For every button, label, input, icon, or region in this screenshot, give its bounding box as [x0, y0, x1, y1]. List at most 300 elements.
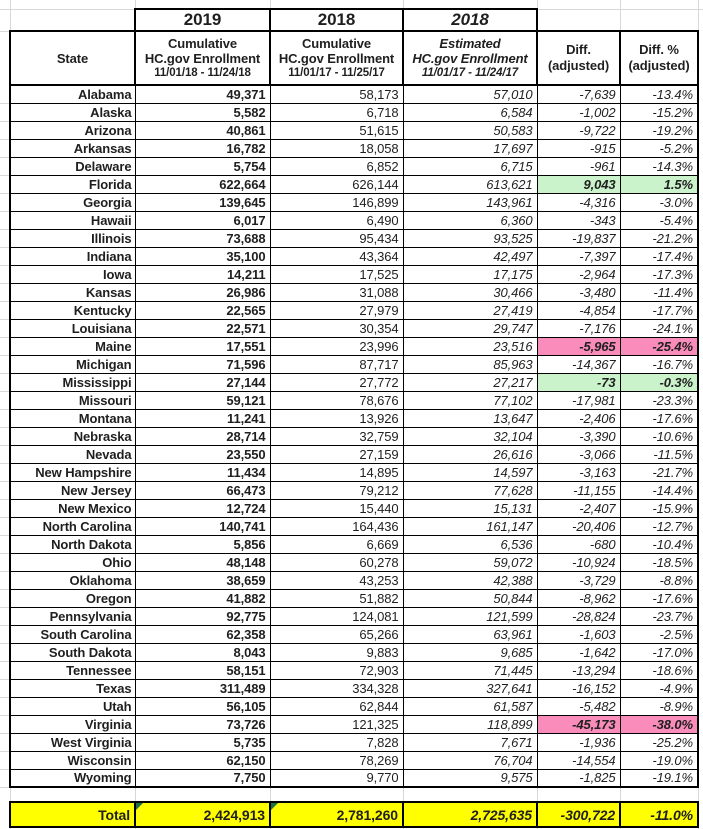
diff-cell[interactable]: -1,825 [537, 769, 620, 787]
state-cell[interactable]: Michigan [10, 355, 135, 373]
enrollment-2018-cell[interactable]: 32,759 [270, 427, 403, 445]
number-stored-as-text-flag-icon [136, 803, 143, 810]
state-cell[interactable]: Illinois [10, 229, 135, 247]
diff-cell[interactable]: -1,936 [537, 733, 620, 751]
state-cell[interactable]: Mississippi [10, 373, 135, 391]
column-header-diff-pct[interactable] [620, 31, 698, 85]
total-2019-cell[interactable] [135, 802, 270, 827]
enrollment-2019-cell[interactable]: 71,596 [135, 355, 270, 373]
state-cell[interactable]: Louisiana [10, 319, 135, 337]
sheet-cell-blank [698, 9, 703, 31]
enrollment-2019-cell[interactable]: 41,882 [135, 589, 270, 607]
table-row [0, 211, 703, 229]
diff-cell[interactable]: -7,176 [537, 319, 620, 337]
estimated-2018-cell[interactable]: 9,575 [403, 769, 537, 787]
estimated-2018-cell[interactable]: 15,131 [403, 499, 537, 517]
enrollment-2019-cell[interactable]: 48,148 [135, 553, 270, 571]
sheet-cell-blank [135, 787, 270, 802]
state-cell[interactable]: Virginia [10, 715, 135, 733]
diff-cell[interactable]: -3,163 [537, 463, 620, 481]
enrollment-2019-cell[interactable]: 140,741 [135, 517, 270, 535]
diff-pct-cell[interactable]: -17.7% [620, 301, 698, 319]
sheet-margin-cell [0, 517, 10, 535]
year-header-2019[interactable]: 2019 [135, 9, 270, 31]
header-line: Diff. [566, 42, 591, 57]
enrollment-2019-cell[interactable]: 28,714 [135, 427, 270, 445]
diff-cell[interactable]: -7,397 [537, 247, 620, 265]
estimated-2018-cell[interactable]: 71,445 [403, 661, 537, 679]
estimated-2018-cell[interactable]: 30,466 [403, 283, 537, 301]
diff-cell[interactable]: -19,837 [537, 229, 620, 247]
state-cell[interactable]: New Jersey [10, 481, 135, 499]
estimated-2018-cell[interactable]: 613,621 [403, 175, 537, 193]
state-cell[interactable]: Arkansas [10, 139, 135, 157]
sheet-margin-cell [698, 373, 703, 391]
enrollment-2018-cell[interactable]: 6,718 [270, 103, 403, 121]
sheet-margin-cell [0, 85, 10, 103]
diff-pct-cell[interactable]: -17.6% [620, 409, 698, 427]
enrollment-2019-cell[interactable]: 16,782 [135, 139, 270, 157]
state-cell[interactable]: Indiana [10, 247, 135, 265]
diff-cell[interactable]: -3,066 [537, 445, 620, 463]
sheet-margin-cell [698, 445, 703, 463]
estimated-2018-cell[interactable]: 93,525 [403, 229, 537, 247]
state-cell[interactable]: Wyoming [10, 769, 135, 787]
diff-pct-cell[interactable]: -5.2% [620, 139, 698, 157]
diff-pct-cell[interactable]: -12.7% [620, 517, 698, 535]
column-header-2018-estimated[interactable] [403, 31, 537, 85]
state-cell[interactable]: North Carolina [10, 517, 135, 535]
estimated-2018-cell[interactable]: 26,616 [403, 445, 537, 463]
sheet-margin-cell [698, 391, 703, 409]
sheet-margin-cell [698, 247, 703, 265]
state-cell[interactable]: West Virginia [10, 733, 135, 751]
state-cell[interactable]: South Dakota [10, 643, 135, 661]
estimated-2018-cell[interactable]: 27,419 [403, 301, 537, 319]
enrollment-2018-cell[interactable]: 78,269 [270, 751, 403, 769]
sheet-margin-cell [698, 625, 703, 643]
total-row [0, 802, 703, 827]
diff-cell[interactable]: -14,367 [537, 355, 620, 373]
estimated-2018-cell[interactable]: 6,536 [403, 535, 537, 553]
sheet-margin-cell [0, 139, 10, 157]
estimated-2018-cell[interactable]: 57,010 [403, 85, 537, 103]
enrollment-2018-cell[interactable]: 95,434 [270, 229, 403, 247]
diff-cell[interactable]: -14,554 [537, 751, 620, 769]
column-header-state[interactable] [10, 31, 135, 85]
enrollment-2018-cell[interactable]: 51,615 [270, 121, 403, 139]
sheet-cell-blank [698, 802, 703, 827]
table-row [0, 499, 703, 517]
enrollment-2019-cell[interactable]: 5,735 [135, 733, 270, 751]
estimated-2018-cell[interactable]: 29,747 [403, 319, 537, 337]
estimated-2018-cell[interactable]: 121,599 [403, 607, 537, 625]
diff-pct-cell[interactable]: -10.4% [620, 535, 698, 553]
diff-pct-cell[interactable]: -8.9% [620, 697, 698, 715]
diff-pct-cell[interactable]: -11.5% [620, 445, 698, 463]
enrollment-2018-cell[interactable]: 6,490 [270, 211, 403, 229]
sheet-margin-cell [0, 625, 10, 643]
enrollment-2019-cell[interactable]: 5,582 [135, 103, 270, 121]
estimated-2018-cell[interactable]: 85,963 [403, 355, 537, 373]
enrollment-2019-cell[interactable]: 66,473 [135, 481, 270, 499]
diff-cell[interactable]: -4,316 [537, 193, 620, 211]
diff-pct-cell[interactable]: -18.6% [620, 661, 698, 679]
enrollment-2018-cell[interactable]: 72,903 [270, 661, 403, 679]
sheet-margin-cell [0, 427, 10, 445]
state-cell[interactable]: Alabama [10, 85, 135, 103]
diff-cell[interactable]: -1,603 [537, 625, 620, 643]
enrollment-2019-cell[interactable]: 23,550 [135, 445, 270, 463]
enrollment-2018-cell[interactable]: 9,770 [270, 769, 403, 787]
sheet-cell-blank [135, 0, 270, 9]
diff-pct-cell[interactable]: -15.9% [620, 499, 698, 517]
diff-pct-cell[interactable]: -19.0% [620, 751, 698, 769]
table-row [0, 103, 703, 121]
header-line: HC.gov Enrollment [412, 50, 528, 66]
state-cell[interactable]: Kansas [10, 283, 135, 301]
diff-pct-cell[interactable]: -25.2% [620, 733, 698, 751]
enrollment-2018-cell[interactable]: 17,525 [270, 265, 403, 283]
table-row [0, 283, 703, 301]
sheet-margin-cell [698, 211, 703, 229]
state-cell[interactable]: Delaware [10, 157, 135, 175]
diff-cell[interactable]: -28,824 [537, 607, 620, 625]
state-cell[interactable]: Kentucky [10, 301, 135, 319]
enrollment-2019-cell[interactable]: 22,565 [135, 301, 270, 319]
sheet-margin-cell [698, 103, 703, 121]
estimated-2018-cell[interactable]: 7,671 [403, 733, 537, 751]
diff-pct-cell[interactable]: -17.4% [620, 247, 698, 265]
diff-pct-cell[interactable]: -23.3% [620, 391, 698, 409]
enrollment-2019-cell[interactable]: 12,724 [135, 499, 270, 517]
estimated-2018-cell[interactable]: 13,647 [403, 409, 537, 427]
sheet-margin-cell [0, 301, 10, 319]
diff-cell[interactable]: -343 [537, 211, 620, 229]
state-cell[interactable]: Oklahoma [10, 571, 135, 589]
enrollment-2018-cell[interactable]: 87,717 [270, 355, 403, 373]
diff-pct-cell[interactable]: -10.6% [620, 427, 698, 445]
diff-cell[interactable]: -45,173 [537, 715, 620, 733]
enrollment-2018-cell[interactable]: 62,844 [270, 697, 403, 715]
diff-pct-cell[interactable]: -21.7% [620, 463, 698, 481]
enrollment-2018-cell[interactable]: 15,440 [270, 499, 403, 517]
estimated-2018-cell[interactable]: 50,583 [403, 121, 537, 139]
enrollment-2018-cell[interactable]: 27,979 [270, 301, 403, 319]
diff-pct-cell[interactable]: -2.5% [620, 625, 698, 643]
estimated-2018-cell[interactable]: 23,516 [403, 337, 537, 355]
column-header-2019-cumulative[interactable] [135, 31, 270, 85]
state-cell[interactable]: Nevada [10, 445, 135, 463]
estimated-2018-cell[interactable]: 6,360 [403, 211, 537, 229]
sheet-margin-cell [698, 535, 703, 553]
enrollment-2018-cell[interactable]: 27,159 [270, 445, 403, 463]
enrollment-2018-cell[interactable]: 23,996 [270, 337, 403, 355]
sheet-margin-cell [698, 589, 703, 607]
sheet-cell-blank [620, 787, 698, 802]
estimated-2018-cell[interactable]: 50,844 [403, 589, 537, 607]
enrollment-2018-cell[interactable]: 124,081 [270, 607, 403, 625]
enrollment-2019-cell[interactable]: 62,358 [135, 625, 270, 643]
diff-pct-cell[interactable]: -21.2% [620, 229, 698, 247]
total-diff-cell[interactable]: -300,722 [537, 802, 620, 827]
enrollment-2018-cell[interactable]: 78,676 [270, 391, 403, 409]
state-cell[interactable]: Iowa [10, 265, 135, 283]
enrollment-2019-cell[interactable]: 62,150 [135, 751, 270, 769]
enrollment-2018-cell[interactable]: 43,253 [270, 571, 403, 589]
enrollment-2018-cell[interactable]: 626,144 [270, 175, 403, 193]
estimated-2018-cell[interactable]: 6,715 [403, 157, 537, 175]
enrollment-2019-cell[interactable]: 40,861 [135, 121, 270, 139]
state-cell[interactable]: Oregon [10, 589, 135, 607]
estimated-2018-cell[interactable]: 77,628 [403, 481, 537, 499]
enrollment-2018-cell[interactable]: 31,088 [270, 283, 403, 301]
enrollment-2019-cell[interactable]: 73,688 [135, 229, 270, 247]
diff-cell[interactable]: -961 [537, 157, 620, 175]
enrollment-2019-cell[interactable]: 7,750 [135, 769, 270, 787]
enrollment-2018-cell[interactable]: 27,772 [270, 373, 403, 391]
diff-pct-cell[interactable]: -23.7% [620, 607, 698, 625]
estimated-2018-cell[interactable]: 14,597 [403, 463, 537, 481]
enrollment-2019-cell[interactable]: 26,986 [135, 283, 270, 301]
sheet-margin-cell [698, 481, 703, 499]
enrollment-2018-cell[interactable]: 30,354 [270, 319, 403, 337]
diff-pct-cell[interactable]: -19.1% [620, 769, 698, 787]
enrollment-2019-cell[interactable]: 6,017 [135, 211, 270, 229]
state-cell[interactable]: New Mexico [10, 499, 135, 517]
enrollment-2019-cell[interactable]: 59,121 [135, 391, 270, 409]
table-row [0, 139, 703, 157]
diff-cell[interactable]: -13,294 [537, 661, 620, 679]
enrollment-2018-cell[interactable]: 14,895 [270, 463, 403, 481]
sheet-cell-blank [537, 787, 620, 802]
sheet-margin-cell [0, 121, 10, 139]
state-cell[interactable]: North Dakota [10, 535, 135, 553]
state-cell[interactable]: Maine [10, 337, 135, 355]
sheet-margin-cell [0, 802, 10, 827]
diff-pct-cell[interactable]: -3.0% [620, 193, 698, 211]
enrollment-2019-cell[interactable]: 92,775 [135, 607, 270, 625]
enrollment-2018-cell[interactable]: 6,852 [270, 157, 403, 175]
sheet-margin-cell [0, 193, 10, 211]
diff-pct-cell[interactable]: -17.3% [620, 265, 698, 283]
state-cell[interactable]: South Carolina [10, 625, 135, 643]
estimated-2018-cell[interactable]: 76,704 [403, 751, 537, 769]
diff-pct-cell[interactable]: -24.1% [620, 319, 698, 337]
state-cell[interactable]: Missouri [10, 391, 135, 409]
enrollment-2019-cell[interactable]: 49,371 [135, 85, 270, 103]
diff-cell[interactable]: -11,155 [537, 481, 620, 499]
diff-cell[interactable]: -17,981 [537, 391, 620, 409]
state-cell[interactable]: New Hampshire [10, 463, 135, 481]
enrollment-2019-cell[interactable]: 8,043 [135, 643, 270, 661]
sheet-margin-cell [0, 31, 10, 85]
enrollment-2018-cell[interactable]: 65,266 [270, 625, 403, 643]
state-cell[interactable]: Georgia [10, 193, 135, 211]
estimated-2018-cell[interactable]: 161,147 [403, 517, 537, 535]
total-2018-cell[interactable] [270, 802, 403, 827]
enrollment-2019-cell[interactable]: 5,856 [135, 535, 270, 553]
enrollment-2019-cell[interactable]: 38,659 [135, 571, 270, 589]
total-diff-pct-cell[interactable]: -11.0% [620, 802, 698, 827]
enrollment-2018-cell[interactable]: 334,328 [270, 679, 403, 697]
total-label-cell[interactable]: Total [10, 802, 135, 827]
estimated-2018-cell[interactable]: 327,641 [403, 679, 537, 697]
diff-cell[interactable]: -2,964 [537, 265, 620, 283]
enrollment-2018-cell[interactable]: 18,058 [270, 139, 403, 157]
diff-cell[interactable]: -20,406 [537, 517, 620, 535]
state-cell[interactable]: Nebraska [10, 427, 135, 445]
sheet-margin-cell [0, 229, 10, 247]
estimated-2018-cell[interactable]: 42,388 [403, 571, 537, 589]
diff-pct-cell[interactable]: -16.7% [620, 355, 698, 373]
table-row [0, 175, 703, 193]
enrollment-2019-cell[interactable]: 17,551 [135, 337, 270, 355]
enrollment-2018-cell[interactable]: 58,173 [270, 85, 403, 103]
diff-cell[interactable]: -1,002 [537, 103, 620, 121]
diff-cell[interactable]: -5,482 [537, 697, 620, 715]
enrollment-2019-cell[interactable]: 56,105 [135, 697, 270, 715]
table-row [0, 193, 703, 211]
diff-pct-cell[interactable]: -11.4% [620, 283, 698, 301]
state-cell[interactable]: Tennessee [10, 661, 135, 679]
diff-cell[interactable]: -680 [537, 535, 620, 553]
enrollment-2018-cell[interactable]: 51,882 [270, 589, 403, 607]
sheet-margin-cell [0, 247, 10, 265]
diff-pct-cell[interactable]: 1.5% [620, 175, 698, 193]
sheet-margin-cell [698, 319, 703, 337]
state-cell[interactable]: Texas [10, 679, 135, 697]
diff-cell[interactable]: -16,152 [537, 679, 620, 697]
state-cell[interactable]: Pennsylvania [10, 607, 135, 625]
state-cell[interactable]: Alaska [10, 103, 135, 121]
diff-pct-cell[interactable]: -14.4% [620, 481, 698, 499]
sheet-margin-cell [698, 175, 703, 193]
state-cell[interactable]: Wisconsin [10, 751, 135, 769]
total-2018-estimated-cell[interactable]: 2,725,635 [403, 802, 537, 827]
diff-pct-cell[interactable]: -17.0% [620, 643, 698, 661]
estimated-2018-cell[interactable]: 42,497 [403, 247, 537, 265]
estimated-2018-cell[interactable]: 118,899 [403, 715, 537, 733]
diff-pct-cell[interactable]: -18.5% [620, 553, 698, 571]
diff-cell[interactable]: -8,962 [537, 589, 620, 607]
estimated-2018-cell[interactable]: 32,104 [403, 427, 537, 445]
diff-cell[interactable]: -4,854 [537, 301, 620, 319]
enrollment-2018-cell[interactable]: 60,278 [270, 553, 403, 571]
enrollment-2018-cell[interactable]: 6,669 [270, 535, 403, 553]
enrollment-2019-cell[interactable]: 14,211 [135, 265, 270, 283]
enrollment-2019-cell[interactable]: 139,645 [135, 193, 270, 211]
diff-pct-cell[interactable]: -15.2% [620, 103, 698, 121]
enrollment-2019-cell[interactable]: 311,489 [135, 679, 270, 697]
estimated-2018-cell[interactable]: 63,961 [403, 625, 537, 643]
sheet-margin-cell [698, 121, 703, 139]
estimated-2018-cell[interactable]: 77,102 [403, 391, 537, 409]
estimated-2018-cell[interactable]: 27,217 [403, 373, 537, 391]
diff-pct-cell[interactable]: -38.0% [620, 715, 698, 733]
header-line: (adjusted) [547, 58, 610, 73]
state-cell[interactable]: Montana [10, 409, 135, 427]
estimated-2018-cell[interactable]: 17,697 [403, 139, 537, 157]
diff-cell[interactable]: -9,722 [537, 121, 620, 139]
diff-cell[interactable]: -3,390 [537, 427, 620, 445]
estimated-2018-cell[interactable]: 9,685 [403, 643, 537, 661]
diff-cell[interactable]: -2,406 [537, 409, 620, 427]
enrollment-2019-cell[interactable]: 622,664 [135, 175, 270, 193]
enrollment-2018-cell[interactable]: 7,828 [270, 733, 403, 751]
diff-cell[interactable]: -5,965 [537, 337, 620, 355]
enrollment-2018-cell[interactable]: 9,883 [270, 643, 403, 661]
diff-cell[interactable]: -2,407 [537, 499, 620, 517]
enrollment-2018-cell[interactable]: 146,899 [270, 193, 403, 211]
diff-cell[interactable]: -73 [537, 373, 620, 391]
enrollment-2018-cell[interactable]: 43,364 [270, 247, 403, 265]
diff-pct-cell[interactable]: -25.4% [620, 337, 698, 355]
table-row [0, 715, 703, 733]
diff-cell[interactable]: -3,729 [537, 571, 620, 589]
diff-cell[interactable]: -7,639 [537, 85, 620, 103]
diff-pct-cell[interactable]: -8.8% [620, 571, 698, 589]
enrollment-2019-cell[interactable]: 73,726 [135, 715, 270, 733]
estimated-2018-cell[interactable]: 17,175 [403, 265, 537, 283]
state-cell[interactable]: Florida [10, 175, 135, 193]
enrollment-2019-cell[interactable]: 27,144 [135, 373, 270, 391]
estimated-2018-cell[interactable]: 143,961 [403, 193, 537, 211]
enrollment-2018-cell[interactable]: 13,926 [270, 409, 403, 427]
diff-cell[interactable]: 9,043 [537, 175, 620, 193]
sheet-margin-cell [698, 301, 703, 319]
enrollment-2018-cell[interactable]: 79,212 [270, 481, 403, 499]
enrollment-2019-cell[interactable]: 5,754 [135, 157, 270, 175]
diff-pct-cell[interactable]: -5.4% [620, 211, 698, 229]
enrollment-2019-cell[interactable]: 11,434 [135, 463, 270, 481]
sheet-margin-cell [0, 769, 10, 787]
state-cell[interactable]: Utah [10, 697, 135, 715]
enrollment-2019-cell[interactable]: 22,571 [135, 319, 270, 337]
column-header-diff[interactable] [537, 31, 620, 85]
diff-pct-cell[interactable]: -14.3% [620, 157, 698, 175]
diff-cell[interactable]: -915 [537, 139, 620, 157]
year-header-2018-estimated[interactable]: 2018 [403, 9, 537, 31]
diff-pct-cell[interactable]: -4.9% [620, 679, 698, 697]
diff-cell[interactable]: -3,480 [537, 283, 620, 301]
state-cell[interactable]: Hawaii [10, 211, 135, 229]
column-header-2018-cumulative[interactable] [270, 31, 403, 85]
state-cell[interactable]: Ohio [10, 553, 135, 571]
sheet-margin-cell [698, 607, 703, 625]
enrollment-2019-cell[interactable]: 35,100 [135, 247, 270, 265]
table-row [0, 679, 703, 697]
enrollment-2019-cell[interactable]: 58,151 [135, 661, 270, 679]
table-row [0, 373, 703, 391]
diff-pct-cell[interactable]: -0.3% [620, 373, 698, 391]
diff-pct-cell[interactable]: -19.2% [620, 121, 698, 139]
state-header-label: State [56, 50, 89, 66]
enrollment-2018-cell[interactable]: 121,325 [270, 715, 403, 733]
diff-pct-cell[interactable]: -13.4% [620, 85, 698, 103]
diff-cell[interactable]: -1,642 [537, 643, 620, 661]
state-cell[interactable]: Arizona [10, 121, 135, 139]
enrollment-2018-cell[interactable]: 164,436 [270, 517, 403, 535]
diff-pct-cell[interactable]: -17.6% [620, 589, 698, 607]
estimated-2018-cell[interactable]: 59,072 [403, 553, 537, 571]
year-header-2018[interactable]: 2018 [270, 9, 403, 31]
estimated-2018-cell[interactable]: 6,584 [403, 103, 537, 121]
diff-cell[interactable]: -10,924 [537, 553, 620, 571]
enrollment-2019-cell[interactable]: 11,241 [135, 409, 270, 427]
estimated-2018-cell[interactable]: 61,587 [403, 697, 537, 715]
sheet-margin-cell [698, 751, 703, 769]
